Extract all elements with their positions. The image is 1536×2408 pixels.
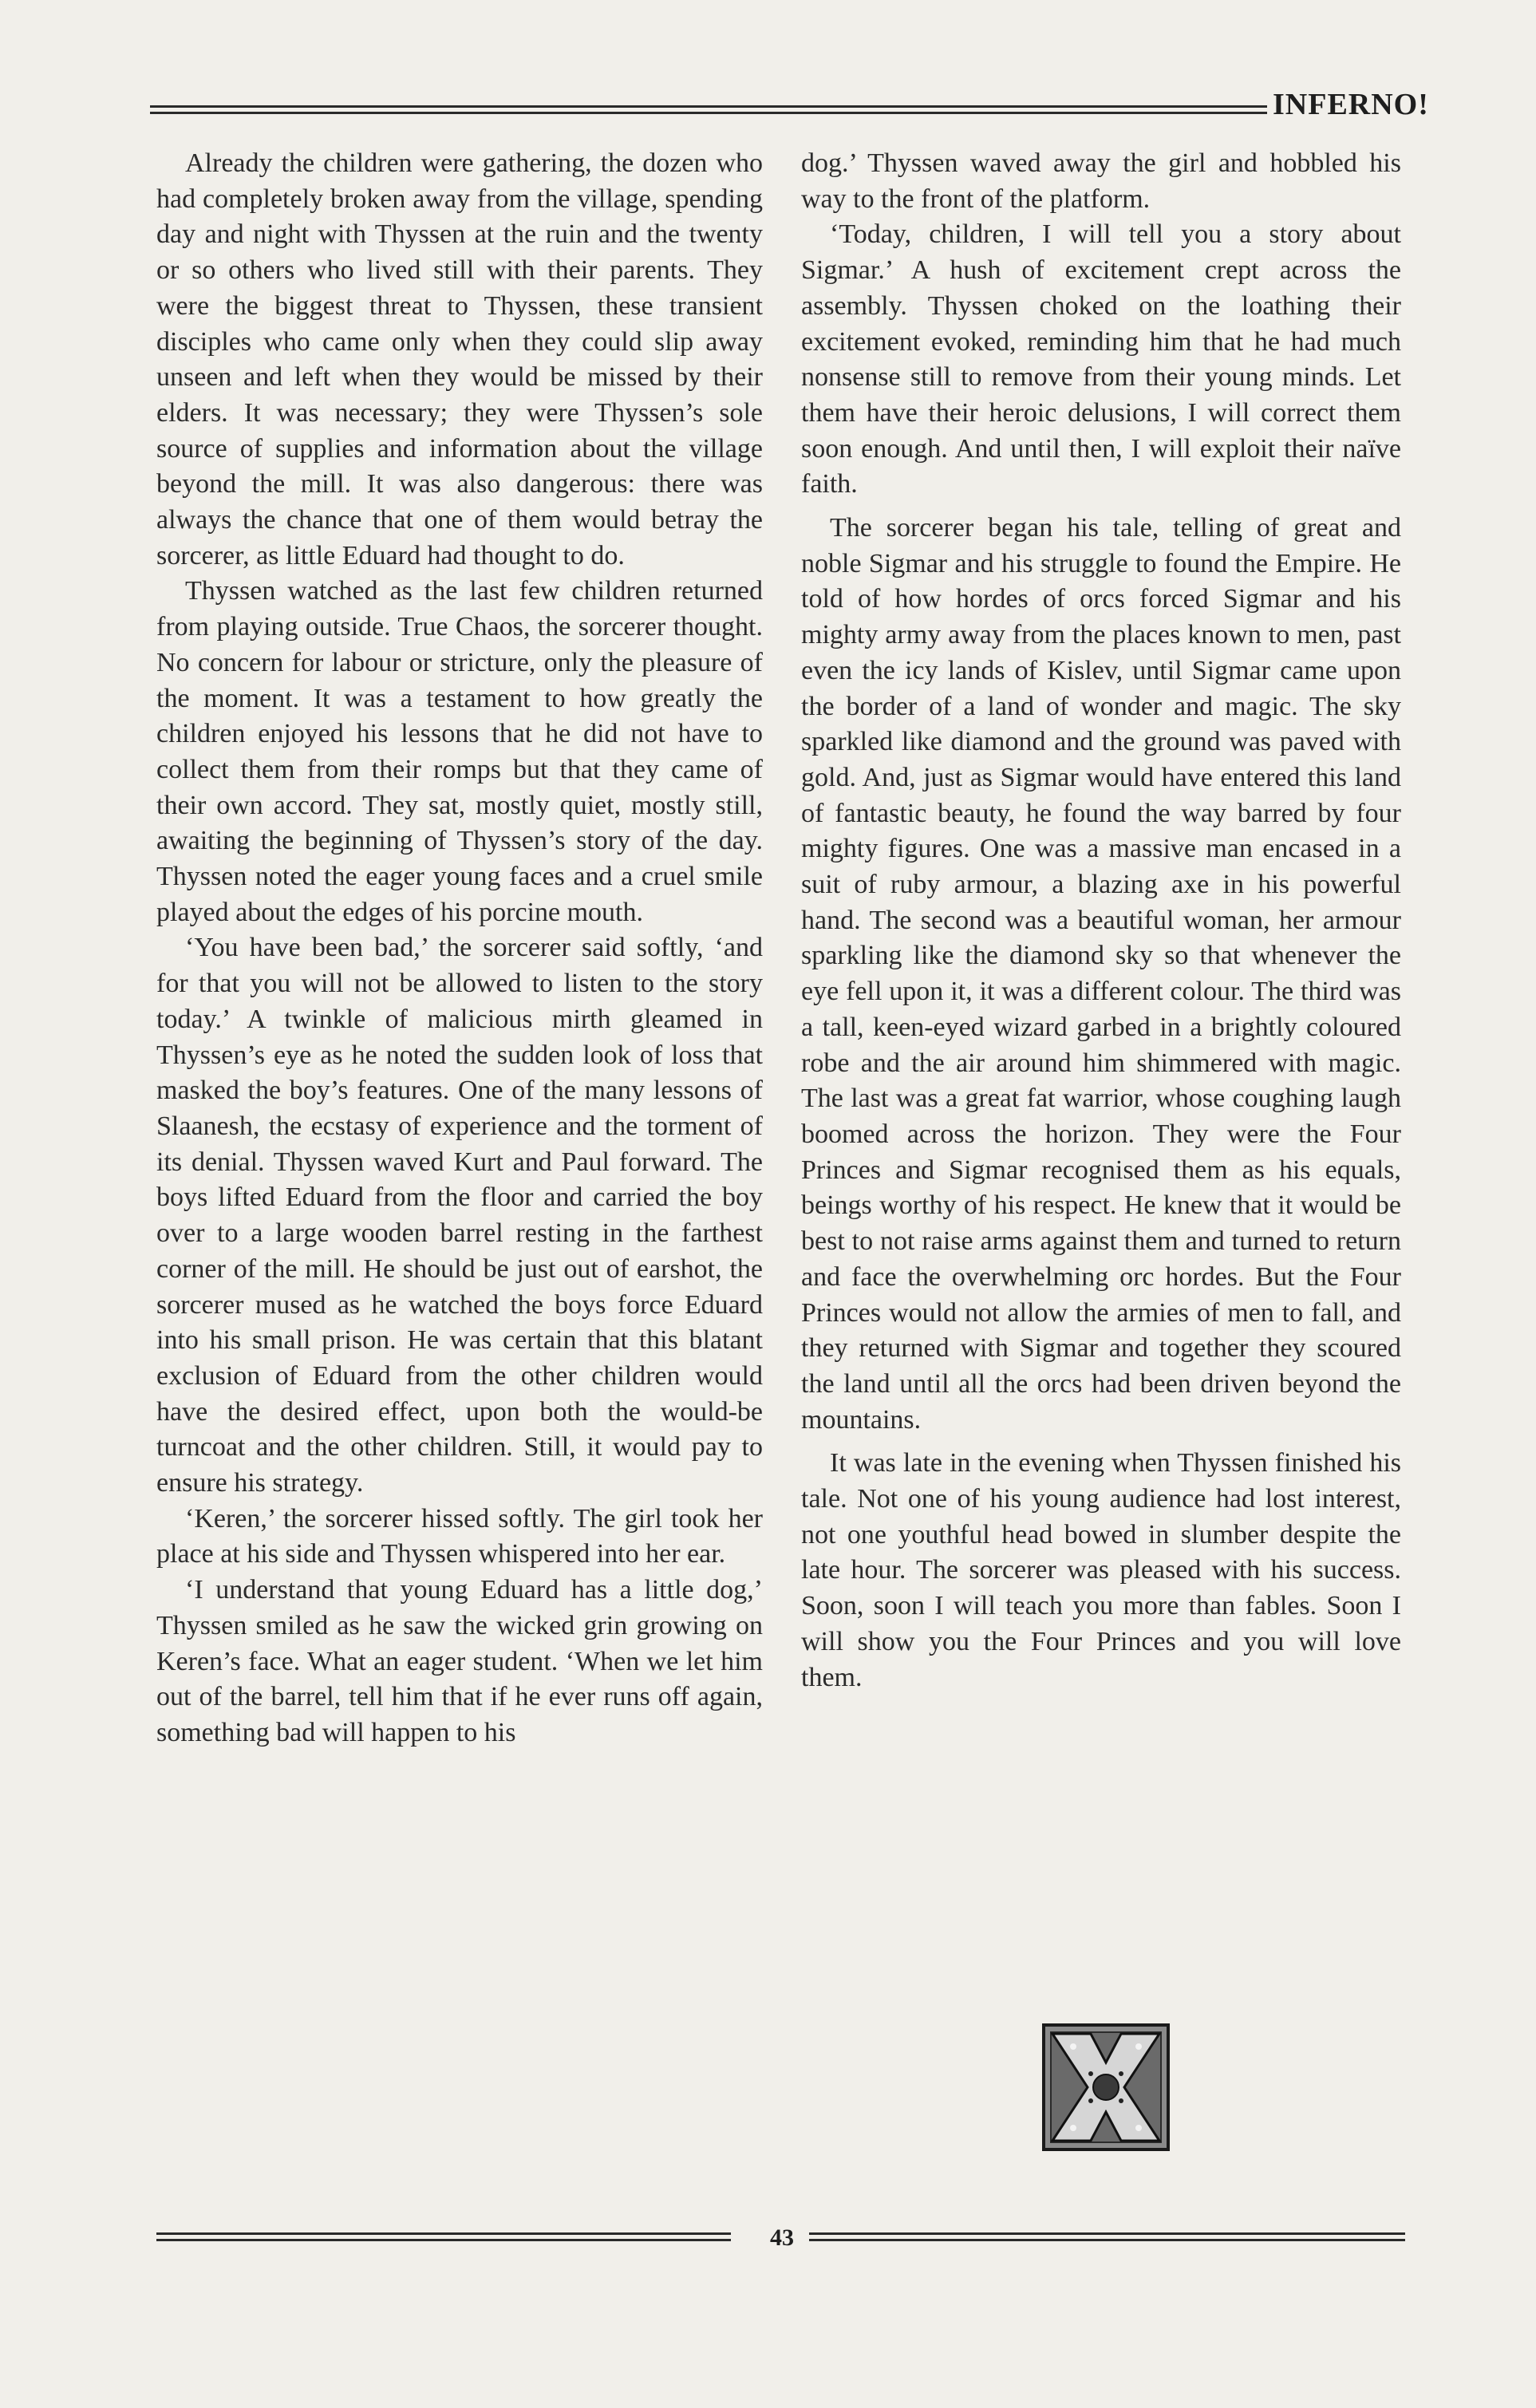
paragraph: ‘Keren,’ the sorcerer hissed softly. The girl took her place at his side and Thyssen whispered into her ear. (156, 1503, 763, 1569)
paragraph: ‘I understand that young Eduard has a little dog,’ Thyssen smiled as he saw the wicked grin growing on Keren’s face. What an eager student. ‘When we let him out of the barrel, tell him that if he ever runs off again, something bad will happen to his (156, 1575, 763, 1747)
page-footer (156, 2224, 1405, 2256)
running-head: INFERNO! (1273, 88, 1429, 121)
page-number: 43 (770, 2224, 794, 2251)
paragraph: The sorcerer began his tale, telling of great and noble Sigmar and his struggle to found the Empire. He told of how hordes of orcs forced Sigmar and his mighty army away from the places known to men, past even the icy lands of Kislev, until Sigmar came upon the border of a land of wonder and magic. The sky sparkled like diamond and the ground was paved with gold. And, just as Sigmar would have entered this land of fantastic beauty, he found the way barred by four mighty figures. One was a massive man encased in a suit of ruby armour, a blazing axe in his powerful hand. The second was a beautiful woman, her armour sparkling like the diamond sky so that whenever the eye fell upon it, it was a different colour. The third was a tall, keen-eyed wizard garbed in a brightly coloured robe and the air around him shimmered with magic. The last was a great fat warrior, whose coughing laugh boomed across the horizon. They were the Four Princes and Sigmar recognised them as his equals, beings worthy of his respect. He knew that it would be best to not raise arms against them and turned to return and face the overwhelming orc hordes. But the Four Princes would not allow the armies of men to fall, and they returned with Sigmar and together they scoured the land until all the orcs had been driven beyond the mountains. (801, 513, 1401, 1435)
footer-rules-right (809, 2232, 1405, 2245)
footer-rules-left (156, 2232, 731, 2245)
chaos-emblem-icon (1041, 2023, 1171, 2152)
paragraph: dog.’ Thyssen waved away the girl and hobbled his way to the front of the platform. (801, 148, 1401, 214)
paragraph: ‘You have been bad,’ the sorcerer said softly, ‘and for that you will not be allowed to listen to the story today.’ A twinkle of malicious mirth gleamed in Thyssen’s eye as he noted the sudden look of loss that masked the boy’s features. One of the many lessons of Slaanesh, the ecstasy of experience and the torment of its denial. Thyssen waved Kurt and Paul forward. The boys lifted Eduard from the floor and carried the boy over to a large wooden barrel resting in the farthest corner of the mill. He should be just out of earshot, the sorcerer mused as he watched the boys force Eduard into his small prison. He was certain that this blatant exclusion of Eduard from the other children would have the desired effect, upon both the would-be turncoat and the other children. Still, it would pay to ensure his strategy. (156, 933, 763, 1498)
paragraph: Thyssen watched as the last few children returned from playing outside. True Chaos, the sorcerer thought. No concern for labour or stricture, only the pleasure of the moment. It was a testament to how greatly the children enjoyed his lessons that he did not have to collect them from their romps but that they came of their own accord. They sat, mostly quiet, mostly still, awaiting the beginning of Thyssen’s story of the day. Thyssen noted the eager young faces and a cruel smile played about the edges of his porcine mouth. (156, 576, 763, 927)
left-column (156, 146, 763, 1751)
paragraph: It was late in the evening when Thyssen finished his tale. Not one of his young audience had lost interest, not one youthful head bowed in slumber despite the late hour. The sorcerer was pleased with his success. Soon, soon I will teach you more than fables. Soon I will show you the Four Princes and you will love them. (801, 1448, 1401, 1692)
right-column (801, 146, 1401, 1695)
header-rules (150, 105, 1267, 118)
paragraph: ‘Today, children, I will tell you a story about Sigmar.’ A hush of excitement crept across the assembly. Thyssen choked on the loathing their excitement evoked, reminding him that he had much nonsense still to remove from their young minds. Let them have their heroic delusions, I will correct them soon enough. And until then, I will exploit their naïve faith. (801, 219, 1401, 499)
paragraph: Already the children were gathering, the dozen who had completely broken away from the village, spending day and night with Thyssen at the ruin and the twenty or so others who lived still with their parents. They were the biggest threat to Thyssen, these transient disciples who came only when they could slip away unseen and left when they would be missed by their elders. It was necessary; they were Thyssen’s sole source of supplies and information about the village beyond the mill. It was also dangerous: there was always the chance that one of them would betray the sorcerer, as little Eduard had thought to do. (156, 148, 763, 570)
